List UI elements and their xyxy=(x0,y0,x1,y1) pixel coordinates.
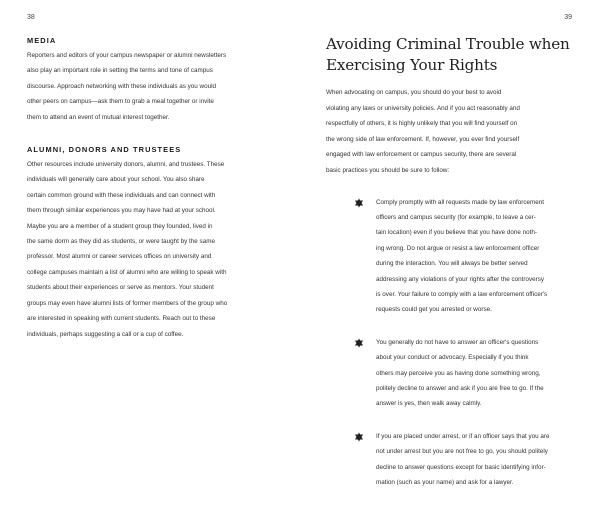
media-line: them to attend an event of mutual interest together. xyxy=(27,113,170,121)
bullet-line: mation (such as your name) and ask for a lawyer. xyxy=(376,479,514,487)
bullet-item xyxy=(354,429,582,491)
alumni-line: individuals will generally care about your school. You also share xyxy=(27,176,205,184)
alumni-line: are interested in speaking with current students. Reach out to these xyxy=(27,315,216,323)
media-heading: MEDIA xyxy=(27,36,57,45)
bullet-list xyxy=(326,195,582,491)
left-page-content xyxy=(27,36,295,342)
page-number-left: 38 xyxy=(27,14,35,21)
star-of-david-icon xyxy=(354,432,364,442)
bullet-line: about your conduct or advocacy. Especially if you think xyxy=(376,354,529,362)
bullet-line: ing wrong. Do not argue or resist a law enforcement officer xyxy=(376,244,540,252)
alumni-line: certain common ground with these individuals and can connect with xyxy=(27,191,216,199)
intro-line: respectfully of others, it is highly unlikely that you will find yourself on xyxy=(326,120,518,128)
intro-line: When advocating on campus, you should do your best to avoid xyxy=(326,89,502,96)
media-line: Reporters and editors of your campus newspaper or alumni newsletters xyxy=(27,52,227,59)
alumni-line: individuals, perhaps suggesting a call or a cup of coffee. xyxy=(27,330,184,338)
bullet-line: tain location) even if you believe that you have done noth- xyxy=(376,229,538,237)
bullet-line: If you are placed under arrest, or if an officer says that you are xyxy=(376,432,550,440)
alumni-line: them through similar experiences you may have had at your school. xyxy=(27,207,216,215)
intro-paragraph xyxy=(326,85,582,179)
bullet-line: officers and campus security (for example, to leave a cer- xyxy=(376,213,536,221)
alumni-paragraph xyxy=(27,157,295,342)
intro-line: violating any laws or university policies. And if you act reasonably and xyxy=(326,104,520,112)
bullet-item xyxy=(354,195,582,318)
alumni-line: college campuses maintain a list of alumni who are willing to speak with xyxy=(27,268,227,276)
media-paragraph xyxy=(27,48,295,125)
media-line: other peers on campus—ask them to grab a meal together or invite xyxy=(27,98,214,106)
title-line: Avoiding Criminal Trouble when xyxy=(326,35,570,53)
bullet-line: You generally do not have to answer an officer's questions xyxy=(376,338,539,346)
star-of-david-icon xyxy=(354,338,364,348)
bullet-line: requests could get you arrested or worse. xyxy=(376,306,492,314)
title-line: Exercising Your Rights xyxy=(326,56,498,74)
bullet-line: Comply promptly with all requests made by law enforcement xyxy=(376,198,544,206)
right-page-content xyxy=(326,34,582,507)
star-of-david-icon xyxy=(354,198,364,208)
bullet-line: answer is yes, then walk away calmly. xyxy=(376,400,482,408)
intro-line: engaged with law enforcement or campus security, there are several xyxy=(326,151,517,159)
alumni-line: the same dorm as they did as students, or were taught by the same xyxy=(27,238,215,246)
bullet-line: not under arrest but you are not free to go, you should politely xyxy=(376,448,548,456)
intro-line: the wrong side of law enforcement. If, however, you ever find yourself xyxy=(326,135,520,143)
media-line: discourse. Approach networking with these individuals as you would xyxy=(27,82,217,90)
alumni-heading: ALUMNI, DONORS AND TRUSTEES xyxy=(27,145,182,155)
alumni-line: groups may even have alumni lists of former members of the group who xyxy=(27,299,228,307)
section-title xyxy=(326,34,582,76)
bullet-line: politely decline to answer and ask if you are free to go. If the xyxy=(376,385,544,393)
alumni-section xyxy=(27,145,295,342)
page-number-right: 39 xyxy=(564,14,572,21)
bullet-line: addressing any violations of your rights after the controversy xyxy=(376,275,545,283)
intro-line: basic practices you should be sure to follow: xyxy=(326,166,450,174)
bullet-line: during the interaction. You will always be better served xyxy=(376,260,528,268)
alumni-line: Other resources include university donors, alumni, and trustees. These xyxy=(27,161,225,169)
bullet-line: is over. Your failure to comply with a law enforcement officer's xyxy=(376,291,548,298)
alumni-line: Maybe you are a member of a student group they founded, lived in xyxy=(27,222,213,230)
alumni-line: students about their experiences or serve as mentors. Your student xyxy=(27,284,214,292)
bullet-line: decline to answer questions except for basic identifying infor- xyxy=(376,463,546,471)
alumni-line: professor. Most alumni or career services offices on university and xyxy=(27,253,212,261)
bullet-line: others may perceive you as having done something wrong, xyxy=(376,369,541,377)
media-section xyxy=(27,36,295,125)
bullet-item xyxy=(354,335,582,412)
media-line: also play an important role in setting the terms and tone of campus xyxy=(27,67,213,75)
